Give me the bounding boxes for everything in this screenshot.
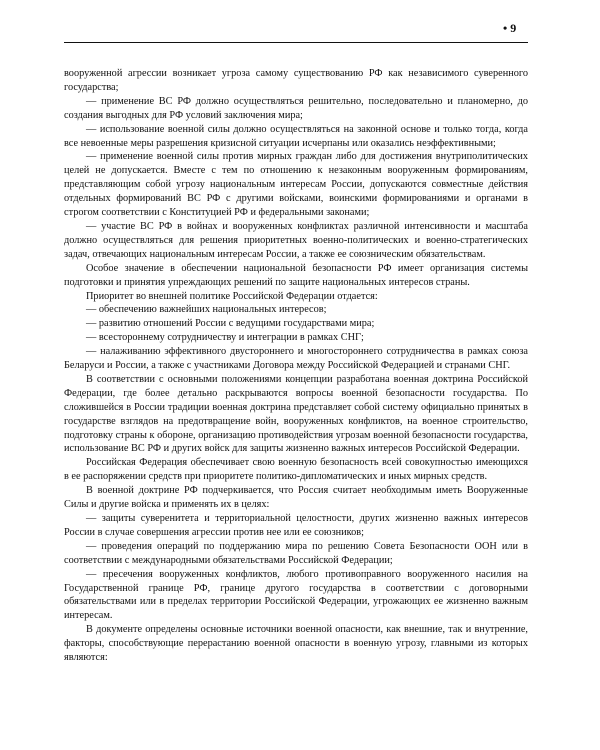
page-number [503, 21, 516, 36]
paragraph: — защиты суверенитета и территориальной целостности, других жизненно важных интересов России в случае совершения агрессии против нее или ее союзников; [64, 513, 528, 538]
paragraph: — налаживанию эффективного двустороннего и многостороннего сотрудничества в рамках союза Беларуси и России, а также с участниками Договора между Российской Федерацией и странами СНГ. [64, 346, 528, 372]
paragraph: — применение военной силы против мирных граждан либо для достижения внутриполитических целей не допускается. Вместе с тем по отношению к незаконным вооруженным формированиям, представляющим собой угрозу национальным интересам России, допускаются совместные действия отдельных формирований ВС РФ с другими войсками, воинскими формированиями и органами в строгом соответствии с Конституцией РФ и федеральными законами; [64, 151, 528, 219]
header-rule [64, 42, 528, 43]
paragraph: вооруженной агрессии возникает угроза самому существованию РФ как независимого суверенного государства; [64, 68, 528, 93]
paragraph: Особое значение в обеспечении национальной безопасности РФ имеет организация системы подготовки и принятия упреждающих решений по защите национальных интересов страны. [64, 262, 528, 288]
paragraph: — обеспечению важнейших национальных интересов; [86, 304, 327, 316]
paragraph: — проведения операций по поддержанию мира по решению Совета Безопасности ООН или в соответствии с международными обязательствами Российской Федерации; [64, 540, 528, 566]
paragraph: В соответствии с основными положениями концепции разработана военная доктрина Российской Федерации, где более детально раскрываются вопросы военной безопасности государства. По сложившейся в России традиции военная доктрина представляет собой систему официально принятых в государстве взглядов на предотвращение войн, вооруженных конфликтов, на военное строительство, подготовку страны к обороне, организацию противодействия угрозам военной безопасности государства, использование ВС РФ и других войск для защиты жизненно важных интересов Российской Федерации. [64, 373, 528, 455]
paragraph: — участие ВС РФ в войнах и вооруженных конфликтах различной интенсивности и масштаба должно осуществляться для решения приоритетных военно-политических и военно-стратегических задач, отвечающих национальным интересам России, а также ее союзническим обязательствам. [64, 220, 528, 260]
document-body [64, 67, 528, 665]
page-number-value: 9 [510, 21, 517, 35]
paragraph: — развитию отношений России с ведущими государствами мира; [86, 318, 375, 330]
paragraph: Российская Федерация обеспечивает свою военную безопасность всей совокупностью имеющихся в ее распоряжении средств при приоритете политико-дипломатических и иных мирных средств. [64, 457, 528, 483]
paragraph: — всестороннему сотрудничеству и интеграции в рамках СНГ; [86, 332, 364, 344]
page-number-bullet: • [503, 21, 508, 35]
paragraph: — пресечения вооруженных конфликтов, любого противоправного вооруженного насилия на Государственной границе РФ, границе другого государства в соответствии с договорными обязательствами или в пределах территории Российской Федерации, угрожающих ее жизненно важным интересам. [64, 568, 528, 622]
paragraph: — применение ВС РФ должно осуществляться решительно, последовательно и планомерно, до создания выгодных для РФ условий заключения мира; [64, 95, 528, 121]
paragraph: Приоритет во внешней политике Российской Федерации отдается: [86, 290, 378, 302]
paragraph: — использование военной силы должно осуществляться на законной основе и только тогда, когда все невоенные меры разрешения кризисной ситуации исчерпаны или оказались неэффективными; [64, 123, 528, 149]
paragraph: В документе определены основные источники военной опасности, как внешние, так и внутренние, факторы, способствующие перерастанию военной опасности в военную угрозу, главными из которых являются: [64, 624, 528, 664]
paragraph: В военной доктрине РФ подчеркивается, что Россия считает необходимым иметь Вооруженные Силы и другие войска и применять их в целях: [64, 485, 528, 511]
